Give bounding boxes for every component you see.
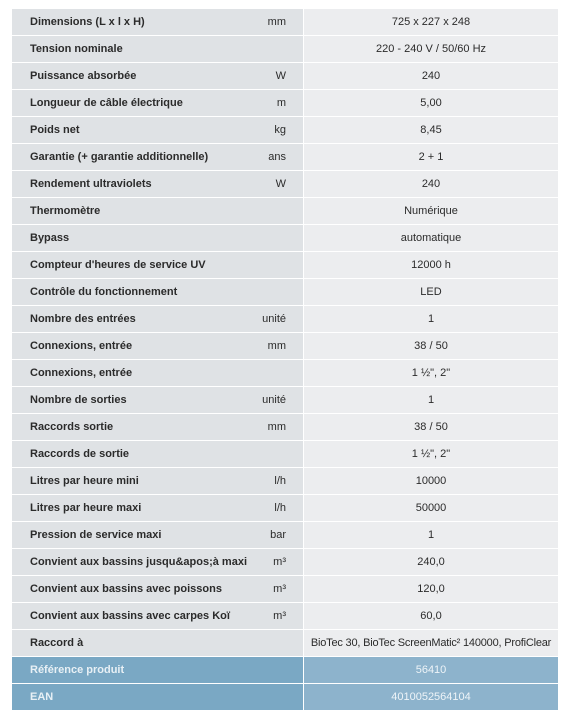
spec-label: Longueur de câble électrique [12, 90, 262, 117]
spec-row [12, 468, 558, 495]
spec-label: Garantie (+ garantie additionnelle) [12, 144, 262, 171]
spec-label: Dimensions (L x l x H) [12, 9, 262, 36]
spec-label: Bypass [12, 225, 262, 252]
spec-row [12, 279, 558, 306]
spec-label: Litres par heure mini [12, 468, 262, 495]
spec-value: 240,0 [304, 549, 558, 576]
spec-unit [262, 684, 304, 711]
spec-label: Poids net [12, 117, 262, 144]
spec-label: Nombre des entrées [12, 306, 262, 333]
spec-value: 4010052564104 [304, 684, 558, 711]
footer-row [12, 684, 558, 711]
spec-unit: mm [262, 414, 304, 441]
spec-value: 120,0 [304, 576, 558, 603]
spec-value: 1 [304, 522, 558, 549]
spec-value: 60,0 [304, 603, 558, 630]
spec-value: 50000 [304, 495, 558, 522]
spec-value: automatique [304, 225, 558, 252]
spec-row [12, 90, 558, 117]
spec-unit: W [262, 171, 304, 198]
spec-row [12, 387, 558, 414]
specs-table-body [12, 9, 558, 711]
spec-row [12, 333, 558, 360]
spec-row [12, 360, 558, 387]
spec-unit: ans [262, 144, 304, 171]
spec-value: 2 + 1 [304, 144, 558, 171]
spec-row [12, 198, 558, 225]
spec-value: 1 [304, 306, 558, 333]
spec-unit [262, 630, 304, 657]
spec-unit [262, 36, 304, 63]
spec-label: Pression de service maxi [12, 522, 262, 549]
spec-value: 8,45 [304, 117, 558, 144]
spec-unit: l/h [262, 468, 304, 495]
spec-unit [262, 279, 304, 306]
spec-unit: bar [262, 522, 304, 549]
spec-unit [262, 441, 304, 468]
spec-label: Nombre de sorties [12, 387, 262, 414]
spec-label: Connexions, entrée [12, 333, 262, 360]
spec-row [12, 306, 558, 333]
spec-value: 240 [304, 171, 558, 198]
spec-row [12, 144, 558, 171]
spec-value: 1 ½", 2" [304, 441, 558, 468]
spec-label: EAN [12, 684, 262, 711]
spec-row [12, 441, 558, 468]
spec-row [12, 576, 558, 603]
spec-unit [262, 225, 304, 252]
specs-table-container [12, 9, 558, 711]
spec-unit [262, 198, 304, 225]
spec-value: 725 x 227 x 248 [304, 9, 558, 36]
spec-label: Référence produit [12, 657, 262, 684]
spec-unit: W [262, 63, 304, 90]
spec-row [12, 414, 558, 441]
spec-row [12, 630, 558, 657]
spec-row [12, 117, 558, 144]
spec-unit: mm [262, 333, 304, 360]
spec-row [12, 252, 558, 279]
spec-row [12, 549, 558, 576]
spec-unit [262, 252, 304, 279]
spec-label: Rendement ultraviolets [12, 171, 262, 198]
spec-row [12, 36, 558, 63]
spec-value: 1 [304, 387, 558, 414]
spec-label: Contrôle du fonctionnement [12, 279, 262, 306]
spec-value: 5,00 [304, 90, 558, 117]
spec-row [12, 495, 558, 522]
spec-unit: mm [262, 9, 304, 36]
spec-value: 12000 h [304, 252, 558, 279]
spec-label: Tension nominale [12, 36, 262, 63]
spec-row [12, 171, 558, 198]
spec-value: 56410 [304, 657, 558, 684]
spec-label: Litres par heure maxi [12, 495, 262, 522]
spec-value: 38 / 50 [304, 333, 558, 360]
spec-label: Raccords de sortie [12, 441, 262, 468]
spec-label: Raccords sortie [12, 414, 262, 441]
spec-label: Thermomètre [12, 198, 262, 225]
spec-label: Connexions, entrée [12, 360, 262, 387]
spec-row [12, 603, 558, 630]
spec-row [12, 522, 558, 549]
specs-table [12, 9, 558, 711]
spec-value: Numérique [304, 198, 558, 225]
spec-label: Compteur d'heures de service UV [12, 252, 262, 279]
spec-unit: kg [262, 117, 304, 144]
spec-row [12, 9, 558, 36]
spec-label: Raccord à [12, 630, 262, 657]
spec-unit [262, 657, 304, 684]
spec-value: 220 - 240 V / 50/60 Hz [304, 36, 558, 63]
spec-unit: m³ [262, 576, 304, 603]
spec-unit: m³ [262, 603, 304, 630]
spec-label: Puissance absorbée [12, 63, 262, 90]
spec-unit: unité [262, 306, 304, 333]
spec-value: 38 / 50 [304, 414, 558, 441]
spec-value: 1 ½", 2" [304, 360, 558, 387]
spec-value: 10000 [304, 468, 558, 495]
spec-label: Convient aux bassins avec poissons [12, 576, 262, 603]
spec-label: Convient aux bassins avec carpes Koï [12, 603, 262, 630]
spec-unit: m³ [262, 549, 304, 576]
spec-row [12, 63, 558, 90]
spec-value: LED [304, 279, 558, 306]
spec-unit: l/h [262, 495, 304, 522]
spec-unit [262, 360, 304, 387]
spec-label: Convient aux bassins jusqu&apos;à maxi [12, 549, 262, 576]
spec-value: BioTec 30, BioTec ScreenMatic² 140000, ProfiClear [304, 630, 558, 657]
spec-row [12, 225, 558, 252]
spec-unit: m [262, 90, 304, 117]
spec-unit: unité [262, 387, 304, 414]
footer-row [12, 657, 558, 684]
spec-value: 240 [304, 63, 558, 90]
